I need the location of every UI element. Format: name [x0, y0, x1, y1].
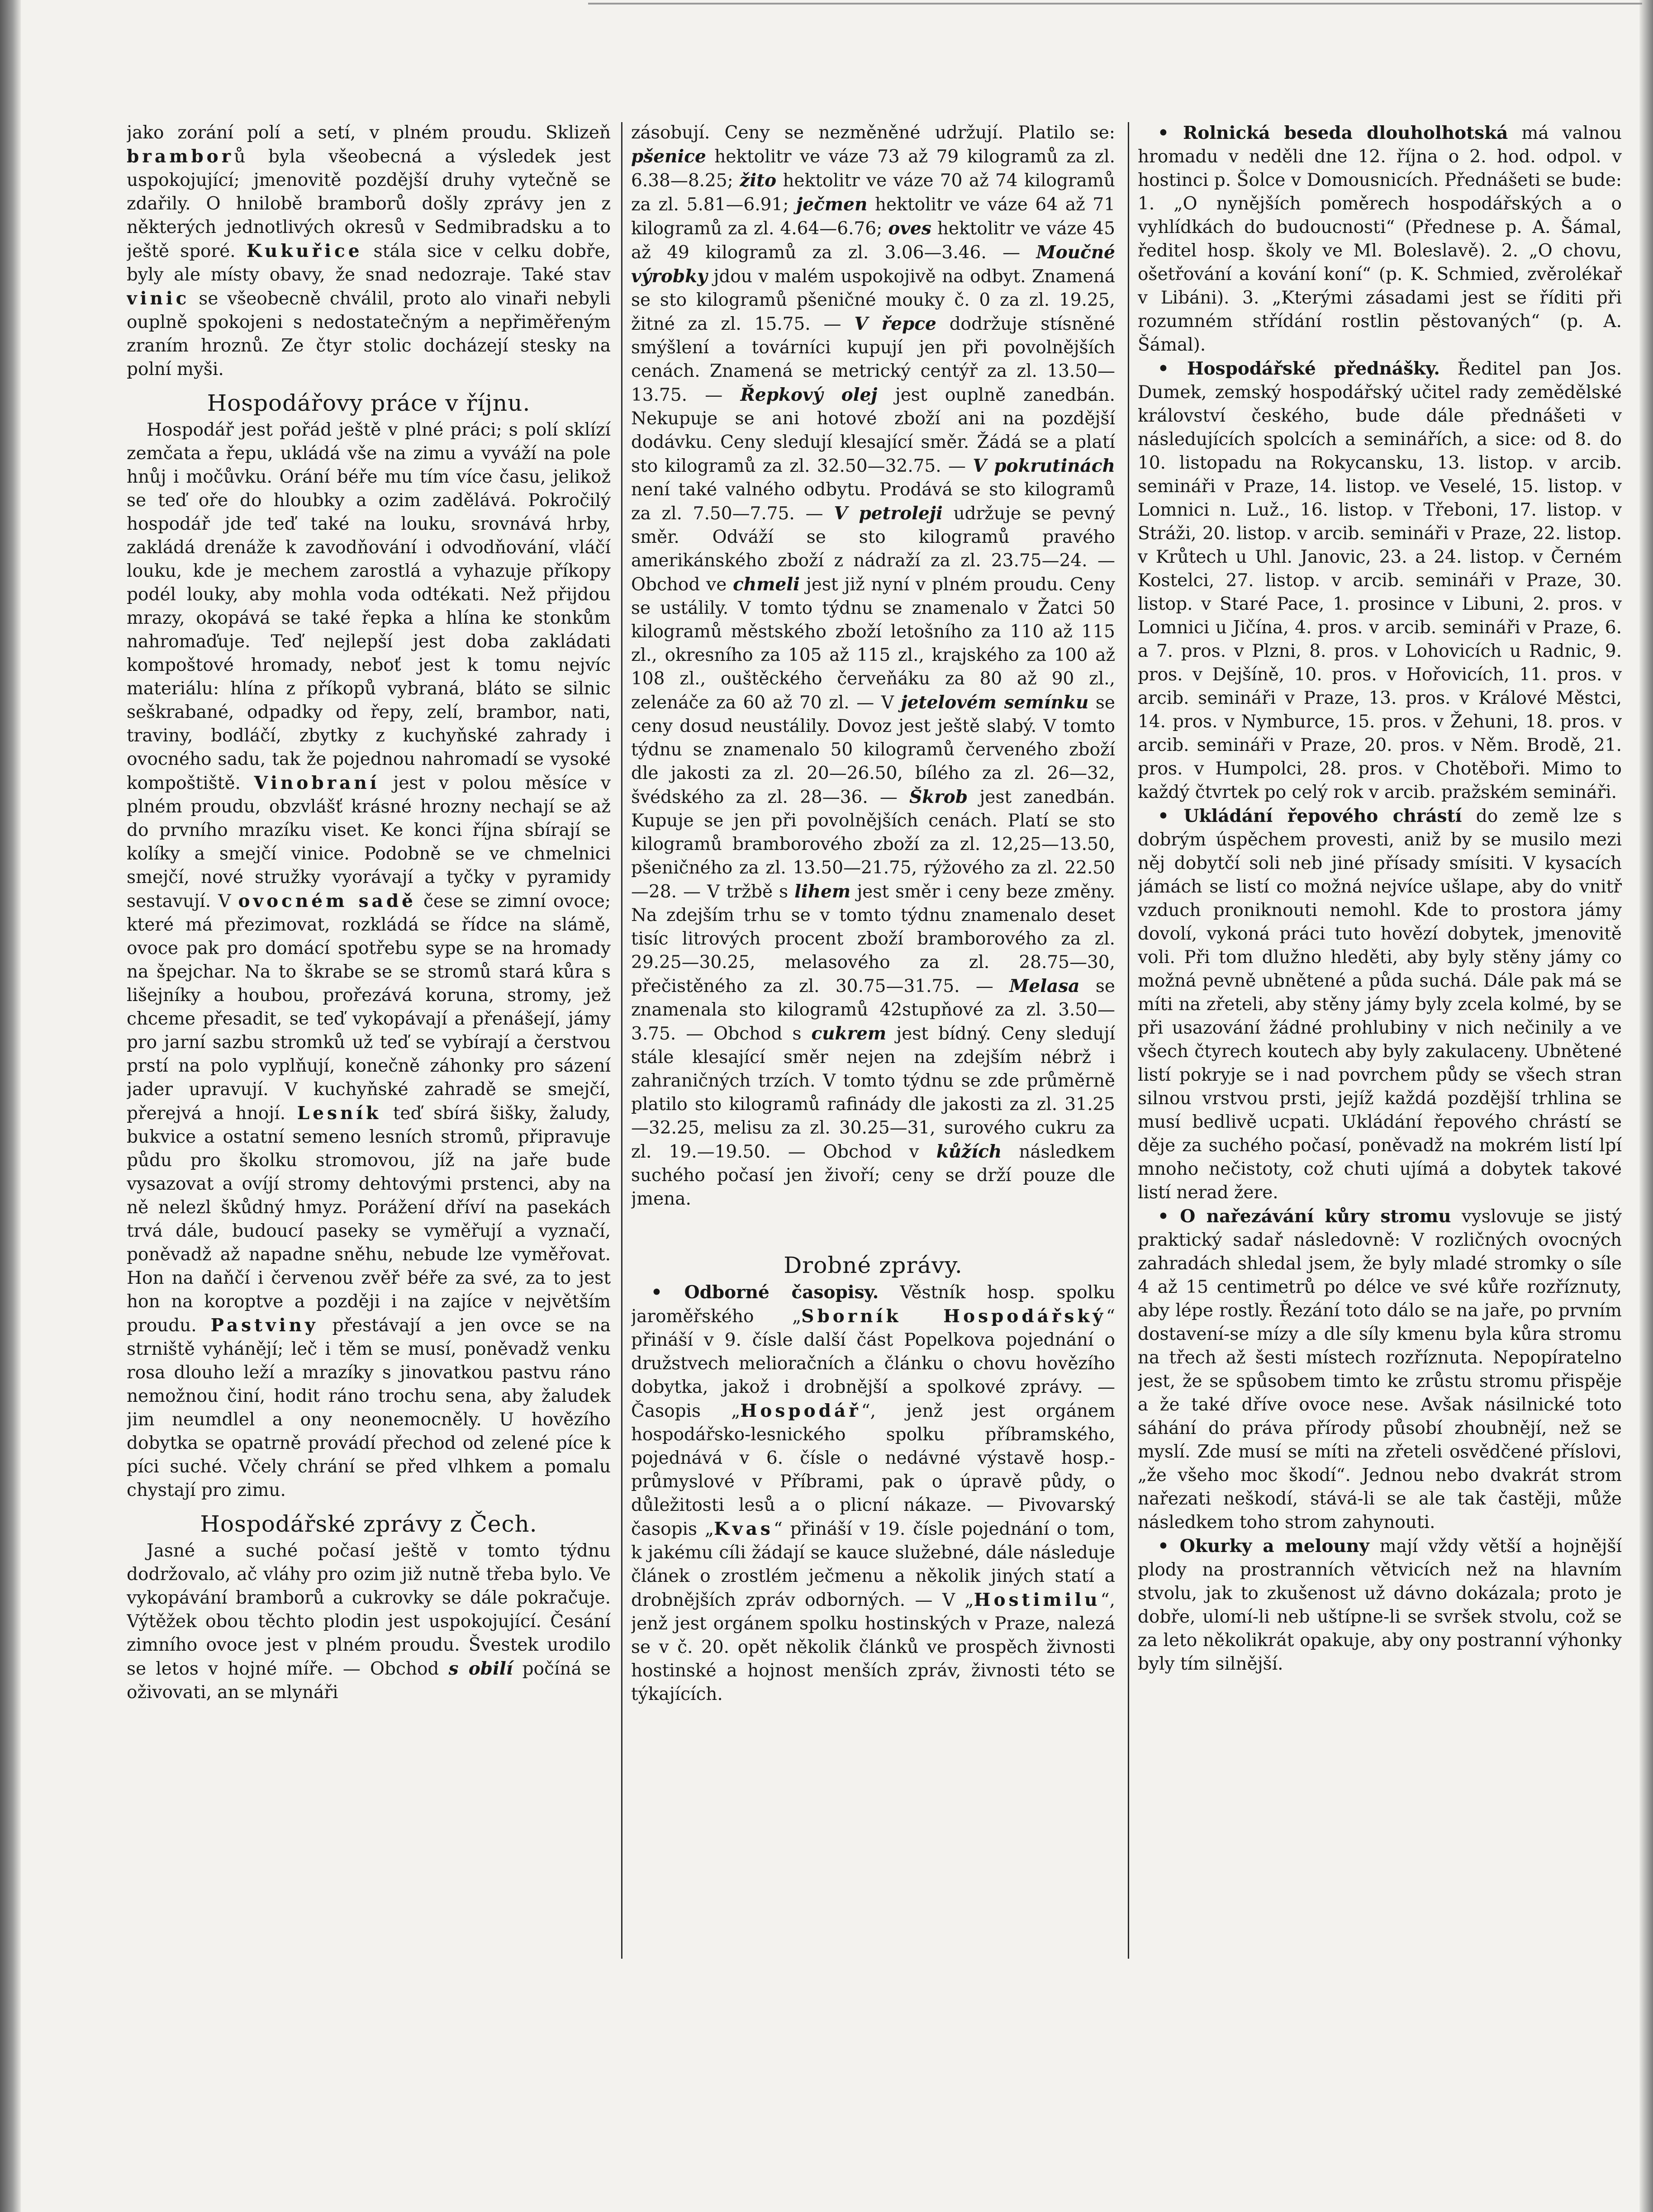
keyword-kuze: kůžích — [936, 1141, 1002, 1162]
text-run: přestávají a jen ovce se na strniště vyhánějí; leč i těm se musí, poněvadž venku rosa dlouho leží a mrazíky s jinovatkou pastvu ráno nemožnou činí, hodit ráno trochu sena, aby žaludek jim neumdlel a ony neonemocněly. U hovězího dobytka se opatrně provádí přechod od zelené píce k píci suché. Včely chrání se před vlhkem a pomalu chystají pro zimu. — [127, 1315, 611, 1500]
text-run: Hospodář jest pořád ještě v plné práci; s polí sklízí zemčata a řepu, ukládá vše na zimu a vyváží na pole hnůj i močůvku. Orání béře mu tím více času, jelikož se teď oře do hloubky a ozim zadělává. Pokročilý hospodář jde teď také na louku, srovnává hrby, zakládá drenáže k zavodňování i odvodňování, vláčí louku, kde je mechem zarostlá a vyhazuje příkopy podél louky, aby mohla voda odtékati. Než přijdou mrazy, okopává se také řepka a hlína ke stonkům nahromaďuje. Teď nejlepší jest doba zakládati kompoštové hromady, neboť jest k tomu nejvíc materiálu: hlína z příkopů vybraná, bláto se silnic seškrabané, odpadky od řepy, zelí, brambor, nati, traviny, bodláčí, zbytky z kuchyňské zahrady i ovocného sadu, tak že pojednou nahromadí se vysoké kompoštiště. — [127, 420, 611, 793]
keyword-kukurice: Kukuřice — [246, 241, 363, 261]
text-run: Jasné a suché počasí ještě v tomto týdnu dodržovalo, ač vláhy pro ozim již nutně třeba bylo. Ve vykopávání bramborů a cukrovky se dále pokračuje. Výtěžek obou těchto plodin jest uspokojující. Česání zimního ovoce jest v plném proudu. Švestek urodilo se letos v hojné míře. — Obchod — [127, 1541, 611, 1679]
text-run: jest směr i ceny beze změny. Na zdejším trhu se v tomto týdnu znamenalo deset tisíc litrových procent zboží bramborového za zl. 29.25—30.25, melasového za zl. 28.75—30, přečistěného za zl. 30.75—31.75. — — [631, 882, 1115, 997]
keyword-petrolej: V petroleji — [834, 503, 943, 524]
text-run: jest již nyní v plném proudu. Ceny se ustálily. V tomto týdnu se znamenalo v Žatci 50 kilogramů městského zboží letošního za 110 až 115 zl., okresního za 105 až 115 zl., krajského za 100 až 108 zl., ouštěckého červeňáku za 80 až 90 zl., zelenáče za 60 až 70 zl. — V — [631, 574, 1115, 713]
keyword-psenice: pšenice — [631, 146, 706, 167]
item-title-rolnicka-beseda: Rolnická beseda dlouholhotská — [1183, 123, 1508, 143]
item-title-beet-leaves: Ukládání řepového chrástí — [1183, 806, 1462, 826]
text-run: jako zorání polí a setí, v plném proudu. Sklizeň — [127, 123, 611, 143]
item-title-lectures: Hospodářské přednášky. — [1187, 358, 1440, 379]
keyword-pastviny: Pastviny — [210, 1315, 318, 1336]
keyword-jecmen: ječmen — [796, 194, 868, 215]
journal-name-hospodar: Hospodář — [740, 1400, 861, 1421]
text-run: vyslovuje se jistý praktický sadař následovně: V rozličných ovocných zahradách shledal jsem, že byly mladé stromky o síle 4 až 15 centimetrů po délce ve své kůře rozříznuty, aby lépe rostly. Řezání toto dálo se na jaře, po prvním dostavení-se mízy a dle síly kmenu byla kůra stromu na třech až šesti místech rozříznuta. Nepopíratelno jest, že se spůsobem timto ke zrůstu stromu přispěje a že také dříve ovoce nese. Avšak násilnické toto sáhání do práva přírody působí zhoubnějí, než se myslí. Zde musí se míti na zřeteli osvědčené příslovi, „že všeho moc škodí“. Jednou nebo dvakrát strom nařezati neškodí, stává-li se ale tak častěji, může následkem toho strom zahynouti. — [1138, 1206, 1622, 1533]
keyword-lih: lihem — [794, 881, 851, 902]
bullet-marker: • — [651, 1282, 684, 1303]
keyword-brambor: brambor — [127, 146, 234, 167]
keyword-oves: oves — [888, 218, 931, 239]
item-title-journals: Odborné časopisy. — [684, 1282, 879, 1303]
text-run: zásobují. Ceny se nezměněné udržují. Platilo se: — [631, 123, 1115, 143]
cucumbers-paragraph — [1138, 1534, 1622, 1676]
text-run: se ceny dosud neustálily. Dovoz jest ještě slabý. V tomto týdnu se znamenalo 50 kilogramů červeného zboží dle jakosti za zl. 20—26.50, bílého za zl. 26—32, švédského za zl. 28—36. — — [631, 693, 1115, 807]
keyword-jetelove-seminko: jetelovém semínku — [901, 692, 1089, 713]
keyword-zito: žito — [740, 170, 777, 191]
keyword-lesnik: Lesník — [297, 1103, 382, 1124]
scan-right-edge — [1639, 0, 1653, 2212]
section-heading-bohemia-reports: Hospodářské zprávy z Čech. — [200, 1511, 537, 1537]
section-heading-short-news: Drobné zprávy. — [784, 1252, 963, 1278]
text-run: stála sice v celku dobře, byly ale místy obavy, že snad nedozraje. Také stav — [127, 241, 611, 285]
item-title-bark-cutting: O nařezávání kůry stromu — [1180, 1206, 1451, 1227]
text-run: čese se zimní ovoce; které má přezimovat, rozkládá se řídce na slámě, ovoce pak pro domácí spotřebu sype se na hromady na špejchar. Na to škrabe se se stromů stará kůra s lišejníky a houbou, prořezává koruna, stromy, jež chceme přesadit, se teď vykopávají a přenášejí, jámy pro jarní sazbu stromků už teď se vybírají a čerstvou prstí na polo vyplňují, konečně záhonky pro sázení jader upravují. V kuchyňské zahradě se smejčí, přerejvá a hnojí. — [127, 891, 611, 1124]
text-run: udržuje se pevný směr. Odváží se sto kilogramů pravého amerikánského zboží z nádraží za zl. 23.75—24. — Obchod ve — [631, 503, 1115, 595]
journal-name-kvas: Kvas — [714, 1519, 774, 1539]
text-run: hektolitr ve váze 73 až 79 kilogramů za zl. 6.38—8.25; — [631, 147, 1115, 191]
column-rule-2 — [1128, 122, 1129, 1959]
text-run: se všeobecně chválil, proto alo vinaři nebyli ouplně spokojeni s nedostatečným a nepřiměřeným zraním hroznů. Ze čtyr stolic docházejí stesky na polní myši. — [127, 289, 611, 380]
market-prices-paragraph — [631, 121, 1115, 1211]
lectures-paragraph — [1138, 357, 1622, 804]
text-run: není také valného odbytu. Prodává se sto kilogramů za zl. 7.50—7.75. — — [631, 479, 1115, 524]
text-run: mají vždy větší a hojnější plody na prostranních větvicích než na hlavním stvolu, jak to zkušenost už dávno dokázala; proto je dobře, ulomí-li neb uštípne-li se svršek stvolu, což se za leto několikrát opakuje, aby ony postranní výhonky byly tím silnější. — [1138, 1536, 1622, 1674]
text-run: jdou v malém uspokojivě na odbyt. Znamená se sto kilogramů pšeničné mouky č. 0 za zl. 19.25, žitné za zl. 15.75. — — [631, 266, 1115, 334]
text-run: jest zanedbán. Kupuje se jen při povolnějších cenách. Platí se sto kilogramů bramborového zboží za zl. 12,25—13.50, pšeničného za zl. 13.50—21.75, rýžového za zl. 22.50—28. — V tržbě s — [631, 787, 1115, 902]
keyword-vinobrani: Vinobraní — [254, 773, 380, 793]
keyword-skrob: Škrob — [909, 787, 968, 807]
bullet-marker: • — [1158, 123, 1183, 143]
keyword-vinic: vinic — [127, 288, 190, 309]
october-work-paragraph — [127, 418, 611, 1502]
text-run: má valnou hromadu v neděli dne 12. října o 2. hod. odpol. v hostinci p. Šolce v Domousnicích. Přednášeti se bude: 1. „O nynějších poměrech hospodářských a o vyhlídkách do budoucnosti“ (Přednese p. A. Šámal, ředitel hosp. školy ve Ml. Boleslavě). 2. „O chovu, ošetřování a kování koní“ (p. K. Schmied, zvěrolékař v Libáni). 3. „Kterými zásadami jest se říditi při rozumném střídání rostlin pěstovaných“ (p. A. Šámal). — [1138, 123, 1622, 355]
bohemia-reports-paragraph — [127, 1539, 611, 1704]
rolnicka-beseda-paragraph — [1138, 121, 1622, 357]
keyword-repkovy-olej: Řepkový olej — [740, 384, 878, 405]
item-title-cucumbers: Okurky a melouny — [1179, 1536, 1369, 1557]
bullet-marker: • — [1158, 358, 1187, 379]
column-2 — [631, 121, 1115, 2175]
scan-top-line — [588, 3, 1642, 5]
scan-left-edge — [0, 0, 21, 2212]
column-rule-1 — [621, 122, 622, 1959]
text-run: hektolitr ve váze 70 až 74 kilogramů za zl. 5.81—6.91; — [631, 171, 1115, 215]
text-run: ů byla všeobecná a výsledek jest uspokojující; jmenovitě pozdější druhy vytečně se zdařily. O hnilobě bramborů došly zprávy jen z některých jednotlivých okresů v Sedmibradsku a to ještě sporé. — [127, 147, 611, 261]
text-run: hektolitr ve váze 64 až 71 kilogramů za zl. 4.64—6.76; — [631, 195, 1115, 239]
journal-name-hostimil: Hostimilu — [974, 1590, 1101, 1610]
bullet-marker: • — [1158, 1536, 1180, 1557]
keyword-repce: V řepce — [854, 313, 936, 334]
keyword-obili: s obilí — [448, 1658, 513, 1679]
keyword-ovocny-sad: ovocném sadě — [238, 891, 416, 911]
text-run: jest bídný. Ceny sledují stále klesající směr nejen na zdejším nébrž i zahraničných trzích. V tomto týdnu se zde průměrně platilo sto kilogramů rafinády dle jakosti za zl. 31.25—32.25, melisu za zl. 30.25—31, surového cukru za zl. 19.—19.50. — Obchod v — [631, 1024, 1115, 1162]
text-run: “, jenž jest orgánem spolku hostinských v Praze, nalezá se v č. 20. opět několik článků ve prospěch živnosti hostinské a hojnost menších zpráv, živnosti této se týkajících. — [631, 1590, 1115, 1704]
journal-name-sbornik: Sborník Hospodářský — [801, 1306, 1107, 1327]
text-run: Ředitel pan Jos. Dumek, zemský hospodářský učitel rady zemědělské království českého, bude dále přednášeti v následujících spolcích a seminářích, a sice: od 8. do 10. listopadu na Rokycansku, 13. listop. v arcib. semináři v Praze, 14. listop. ve Veselé, 15. listop. v Lomnici n. Luž., 16. listop. v Třeboni, 17. listop. v Stráži, 20. listop. v arcib. semináři v Praze, 22. listop. v Krůtech u Uhl. Janovic, 23. a 24. listop. v Černém Kostelci, 27. listop. v arcib. semináři v Praze, 30. listop. v Staré Pace, 1. prosince v Libuni, 2. pros. v Lomnici u Jičína, 4. pros. v arcib. semináři v Praze, 6. a 7. pros. v Plzni, 8. pros. v Lohovicích u Radnic, 9. pros. v Dejšíně, 10. pros. v Hořovicích, 11. pros. v arcib. semináři v Praze, 13. pros. v Králové Městci, 14. pros. v Nymburce, 15. pros. v Žehuni, 18. pros. v arcib. semináři v Praze, 20. pros. v Něm. Brodě, 21. pros. v Humpolci, 28. pros. v Chotěboři. Mimo to každý čtvrtek po celý rok v arcib. pražském semináři. — [1138, 359, 1622, 802]
text-run: dodržuje stísněné smýšlení a továrníci kupují jen při povolnějších cenách. Znamená se metrický centýř za zl. 13.50—13.75. — — [631, 314, 1115, 405]
text-run: do země lze s dobrým úspěchem provesti, aniž by se musilo mezi něj dobytčí soli neb jiné přísady smísiti. V kysacích jámách se listí co možná nejvíce ušlape, aby do vnitř vzduch proniknouti nemohl. Kde to prostora jámy dovolí, vykoná práci tuto hovězí dobytek, jmenovitě voli. Při tom dlužno hleděti, aby byly stěny jámy co možná pevně ubnětené a půda suchá. Dále pak má se míti na zřeteli, aby stěny jámy byly zcela kolmé, by se při usazování žádné prohlubiny v nich nečinily a ve všech čtyrech koutech aby byly zakulaceny. Ubnětené listí pokryje se i nad povrchem půdy se všech stran silnou vrstvou prsti, jejíž každá pozdější trhlina se musí bedlivě ucpati. Ukládání řepového chrástí se děje za suchého počasí, poněvadž na mokrém listí lpí mnoho nečistoty, což chuti ujímá a dobytek takové listí nerad žere. — [1138, 806, 1622, 1203]
text-run: následkem suchého počasí jen živoří; ceny se drží pouze dle jmena. — [631, 1142, 1115, 1209]
keyword-moucne-vyrobky: Moučné výrobky — [631, 242, 1115, 287]
text-run: jest ouplně zanedbán. Nekupuje se ani hotové zboží ani na pozdější dodávku. Ceny sledují klesající směr. Žádá se a platí sto kilogramů za zl. 32.50—32.75. — — [631, 385, 1115, 476]
column-1 — [127, 121, 611, 2175]
keyword-cukr: cukrem — [811, 1023, 887, 1044]
column-3 — [1138, 121, 1622, 2175]
beet-leaves-paragraph — [1138, 804, 1622, 1205]
keyword-pokrutiny: V pokrutinách — [973, 456, 1115, 476]
text-run: teď sbírá šišky, žaludy, bukvice a ostatní semeno lesních stromů, připravuje půdu pro školku stromovou, jíž na jaře bude vysazovat a ovíjí stromy dehtovými prstenci, aby na ně nelezl škůdný hmyz. Porážení dříví na pasekách trvá dále, budoucí paseky se vyměřují a vyznačí, poněvadž až napadne sněhu, nebude lze vyměřovat. Hon na daňčí i červenou zvěř béře za své, za to jest hon na koroptve a později i na zajíce v největším proudu. — [127, 1103, 611, 1336]
text-run: “, jenž jest orgánem hospodářsko-lesnického spolku příbramského, pojednává v 6. čísle o nedávné výstavě hosp.-průmyslové v Příbrami, pak o úpravě půdy, o důležitosti lesů a o plicní nákaze. — Pivovarský časopis „ — [631, 1401, 1115, 1539]
text-run: “ přináší v 19. čísle pojednání o tom, k jakému cíli žádají se kauce služebné, dále následuje článek o zrostlém ječmenu a několik jiných statí a drobnějších zpráv odborných. — V „ — [631, 1519, 1115, 1610]
bullet-marker: • — [1158, 806, 1184, 826]
journals-paragraph — [631, 1281, 1115, 1706]
text-run: počíná se oživovati, an se mlynáři — [127, 1659, 611, 1703]
keyword-chmel: chmeli — [733, 574, 800, 595]
text-run: se znamenala sto kilogramů 42stupňové za zl. 3.50—3.75. — Obchod s — [631, 976, 1115, 1044]
text-run: “ přináší v 9. čísle další část Popelkova pojednání o družstvech melioračních a článku o chovu hovězího dobytka, jakož i drobnější a spolkové zprávy. — Časopis „ — [631, 1306, 1115, 1421]
bark-cutting-paragraph — [1138, 1205, 1622, 1534]
keyword-melasa: Melasa — [1009, 976, 1080, 997]
text-run: hektolitr ve váze 45 až 49 kilogramů za zl. 3.06—3.46. — — [631, 218, 1115, 263]
text-run: Věstník hosp. spolku jaroměřského „ — [631, 1282, 1115, 1327]
section-heading-october-work: Hospodářovy práce v říjnu. — [207, 390, 531, 416]
text-run: jest v polou měsíce v plném proudu, obzvlášť krásné hrozny nechají se až do prvního mrazíku viset. Ke konci října sbírají se kolíky a smejčí vinice. Podobně se ve chmelnici smejčí, nové stružky vyorávají a tyčky v pyramidy sestavují. V — [127, 773, 611, 911]
bullet-marker: • — [1158, 1206, 1180, 1227]
harvest-report-paragraph — [127, 121, 611, 381]
